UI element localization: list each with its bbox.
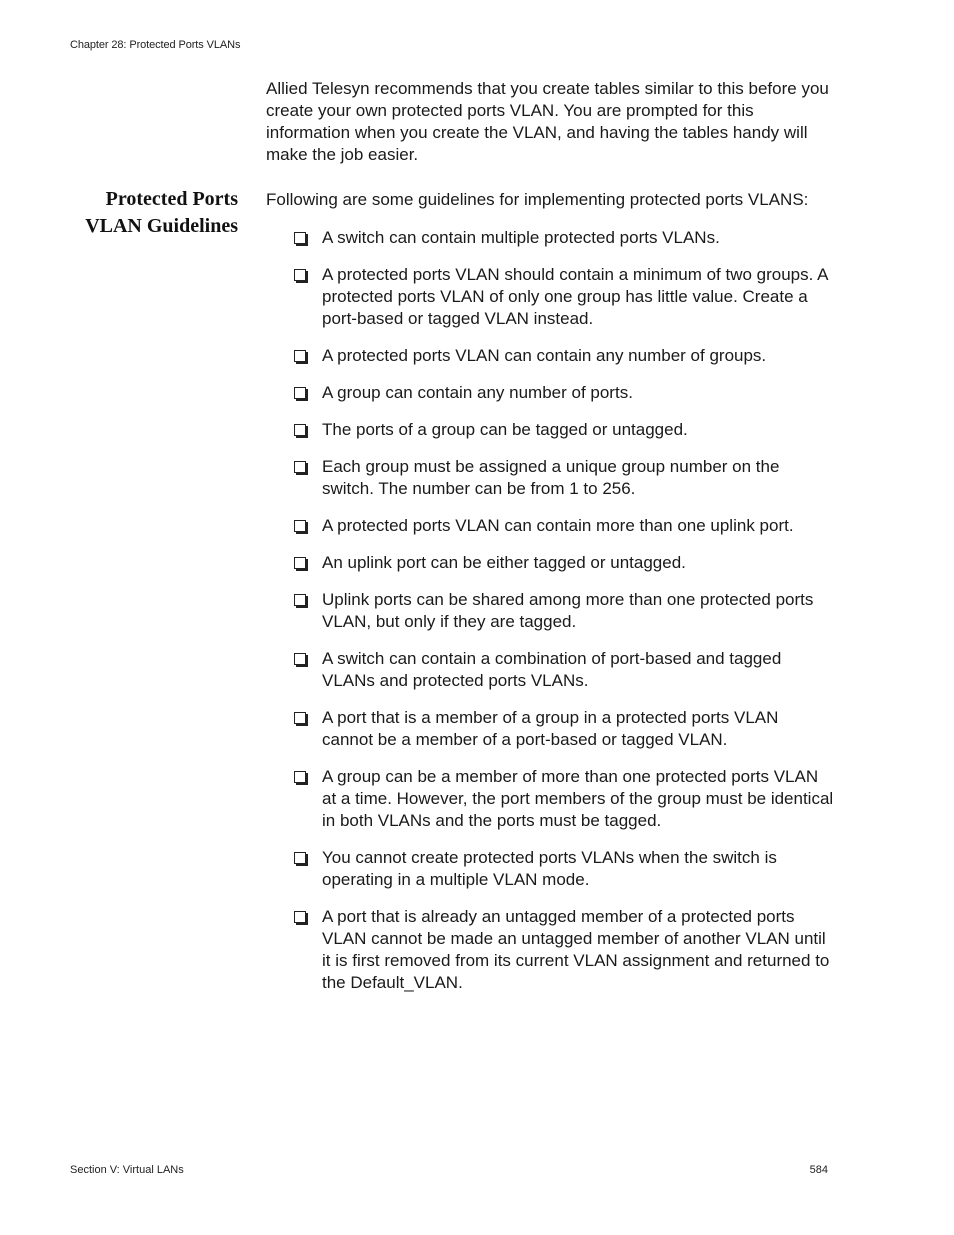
running-header: Chapter 28: Protected Ports VLANs	[70, 39, 241, 51]
intro-paragraph: Allied Telesyn recommends that you create tables similar to this before you create your own protected ports VLAN. You are prompted for this information when you create the VLAN, and having the tables handy will make the job easier.	[266, 79, 829, 164]
list-item	[294, 345, 834, 367]
checkbox-bullet-icon	[294, 269, 306, 281]
list-item-text: An uplink port can be either tagged or untagged.	[322, 553, 686, 572]
guidelines-lead: Following are some guidelines for implementing protected ports VLANS:	[266, 190, 809, 209]
checkbox-bullet-icon	[294, 232, 306, 244]
checkbox-bullet-icon	[294, 387, 306, 399]
checkbox-bullet-icon	[294, 771, 306, 783]
list-item	[294, 264, 834, 330]
list-item-text: A switch can contain multiple protected ports VLANs.	[322, 228, 720, 247]
list-item	[294, 456, 834, 500]
checkbox-bullet-icon	[294, 520, 306, 532]
list-item-text: A port that is a member of a group in a protected ports VLAN cannot be a member of a port-based or tagged VLAN.	[322, 708, 779, 749]
list-item-text: A port that is already an untagged member of a protected ports VLAN cannot be made an untagged member of another VLAN until it is first removed from its current VLAN assignment and returned to the Default_VLAN.	[322, 907, 830, 992]
list-item	[294, 847, 834, 891]
list-item-text: Uplink ports can be shared among more than one protected ports VLAN, but only if they are tagged.	[322, 590, 814, 631]
checkbox-bullet-icon	[294, 424, 306, 436]
guidelines-list	[294, 227, 834, 1009]
checkbox-bullet-icon	[294, 350, 306, 362]
checkbox-bullet-icon	[294, 653, 306, 665]
checkbox-bullet-icon	[294, 852, 306, 864]
list-item-text: A protected ports VLAN should contain a minimum of two groups. A protected ports VLAN of only one group has little value. Create a port-based or tagged VLAN instead.	[322, 265, 828, 328]
list-item-text: A protected ports VLAN can contain more than one uplink port.	[322, 516, 794, 535]
list-item	[294, 382, 834, 404]
section-heading-line-1: Protected Ports	[105, 188, 238, 210]
checkbox-bullet-icon	[294, 712, 306, 724]
list-item-text: A group can contain any number of ports.	[322, 383, 633, 402]
checkbox-bullet-icon	[294, 557, 306, 569]
list-item	[294, 589, 834, 633]
checkbox-bullet-icon	[294, 594, 306, 606]
checkbox-bullet-icon	[294, 461, 306, 473]
footer-section: Section V: Virtual LANs	[70, 1164, 184, 1176]
section-heading-line-2: VLAN Guidelines	[85, 215, 238, 237]
section-heading	[40, 186, 238, 240]
list-item	[294, 707, 834, 751]
list-item	[294, 906, 834, 994]
checkbox-bullet-icon	[294, 911, 306, 923]
list-item-text: A switch can contain a combination of port-based and tagged VLANs and protected ports VLANs.	[322, 649, 782, 690]
list-item	[294, 419, 834, 441]
list-item	[294, 766, 834, 832]
list-item	[294, 227, 834, 249]
list-item-text: You cannot create protected ports VLANs when the switch is operating in a multiple VLAN mode.	[322, 848, 777, 889]
list-item-text: A protected ports VLAN can contain any number of groups.	[322, 346, 767, 365]
list-item	[294, 648, 834, 692]
list-item-text: Each group must be assigned a unique group number on the switch. The number can be from 1 to 256.	[322, 457, 780, 498]
page-number: 584	[809, 1164, 828, 1176]
list-item	[294, 552, 834, 574]
list-item	[294, 515, 834, 537]
list-item-text: A group can be a member of more than one protected ports VLAN at a time. However, the port members of the group must be identical in both VLANs and the ports must be tagged.	[322, 767, 834, 830]
list-item-text: The ports of a group can be tagged or untagged.	[322, 420, 688, 439]
